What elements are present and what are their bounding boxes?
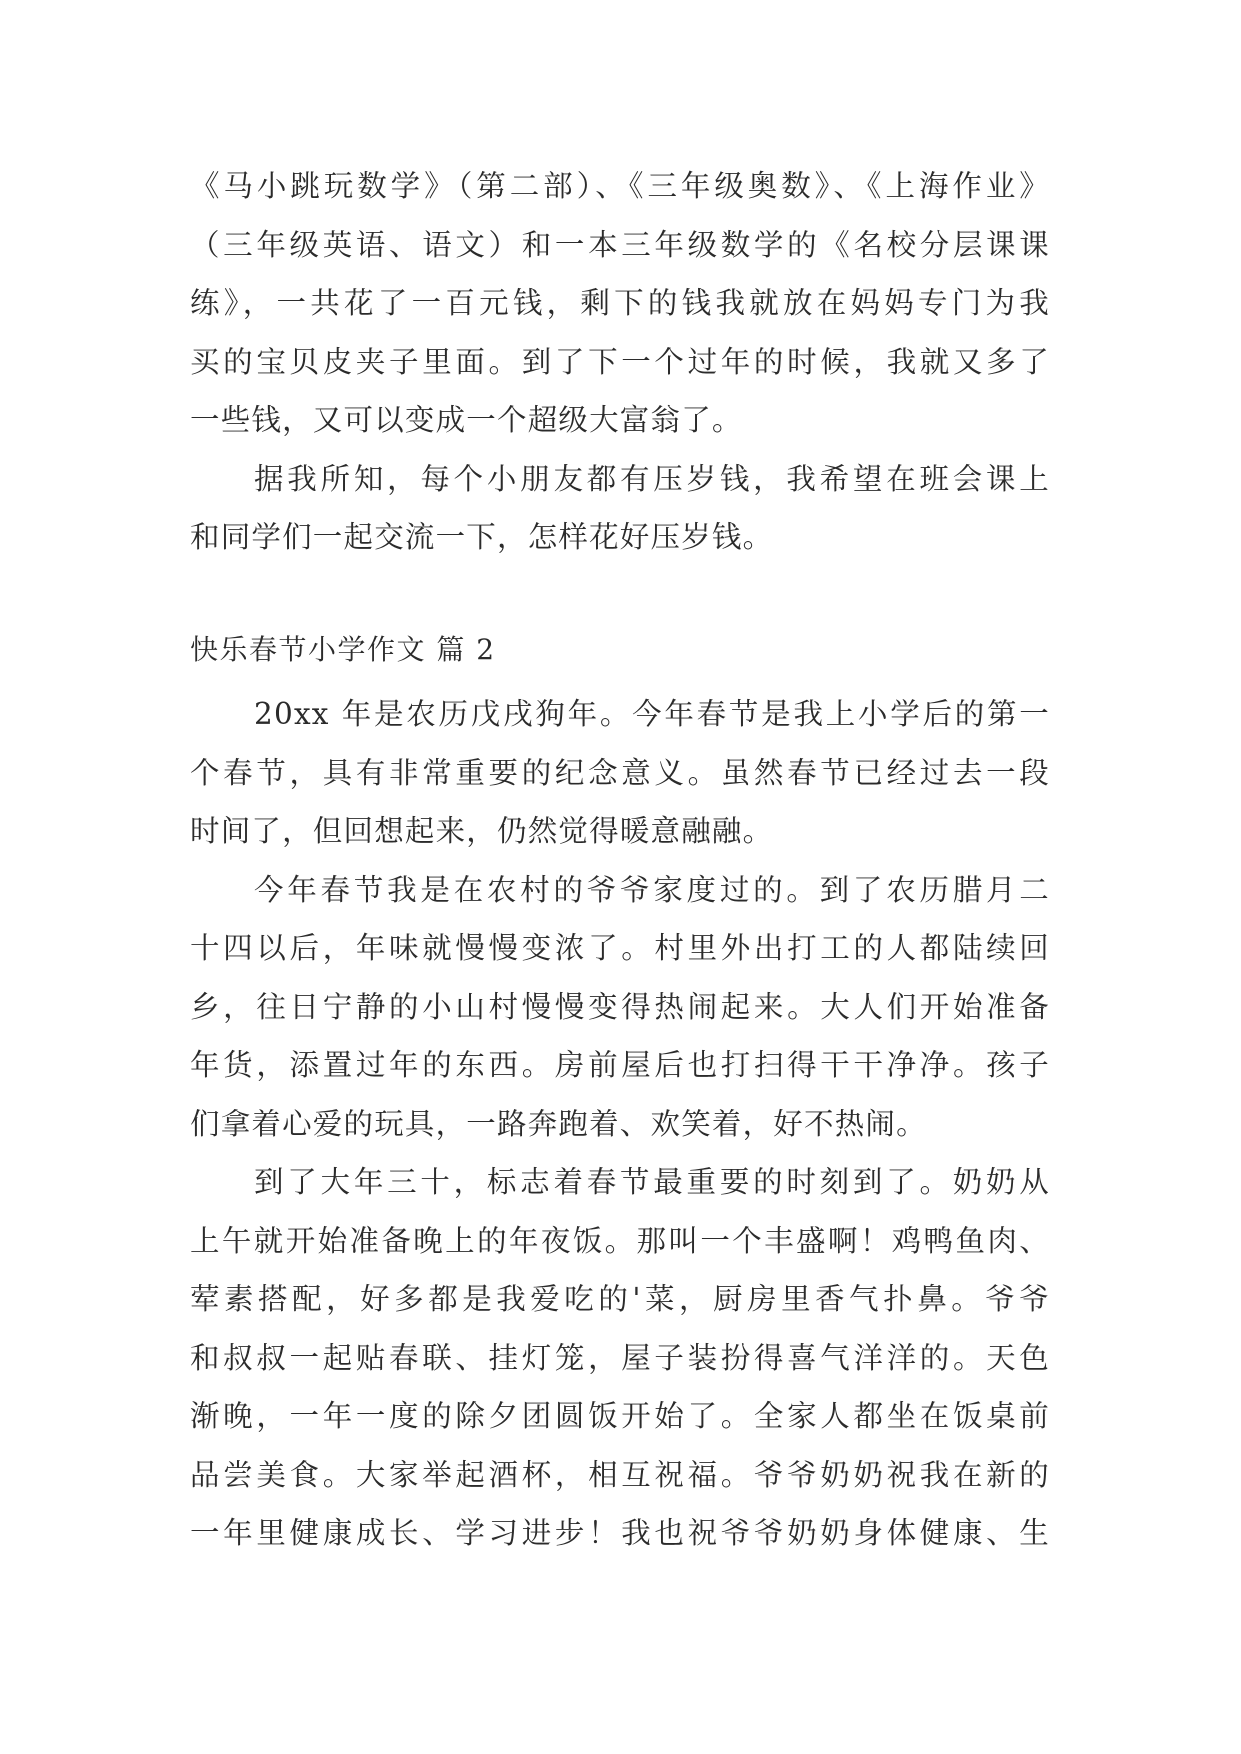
text-line: 上午就开始准备晚上的年夜饭。那叫一个丰盛啊！鸡鸭鱼肉、 — [190, 1223, 1050, 1258]
text-line: 《马小跳玩数学》（第二部）、《三年级奥数》、《上海作业》 — [190, 169, 1050, 203]
text-line: 品尝美食。大家举起酒杯，相互祝福。爷爷奶奶祝我在新的 — [190, 1457, 1050, 1492]
text-line: 一些钱，又可以变成一个超级大富翁了。 — [190, 403, 743, 437]
text-line: 时间了，但回想起来，仍然觉得暖意融融。 — [190, 814, 774, 848]
text-line: 今年春节我是在农村的爷爷家度过的。到了农历腊月二 — [254, 872, 1050, 907]
text-line: 年货，添置过年的东西。房前屋后也打扫得干干净净。孩子 — [190, 1048, 1050, 1082]
text-line: 20xx 年是农历戊戌狗年。今年春节是我上小学后的第一 — [254, 697, 1050, 731]
text-line: （三年级英语、语文）和一本三年级数学的《名校分层课课 — [190, 227, 1050, 262]
text-line: 们拿着心爱的玩具，一路奔跑着、欢笑着，好不热闹。 — [190, 1106, 927, 1141]
text-line: 练》，一共花了一百元钱，剩下的钱我就放在妈妈专门为我 — [190, 286, 1050, 320]
section-1-text — [190, 157, 1050, 567]
section-2-text — [190, 685, 1050, 1563]
text-line: 和同学们一起交流一下，怎样花好压岁钱。 — [190, 520, 774, 554]
text-line: 乡，往日宁静的小山村慢慢变得热闹起来。大人们开始准备 — [190, 989, 1050, 1024]
text-line: 个春节，具有非常重要的纪念意义。虽然春节已经过去一段 — [190, 755, 1050, 790]
text-line: 一年里健康成长、学习进步！我也祝爷爷奶奶身体健康、生 — [190, 1516, 1050, 1550]
text-line: 渐晚，一年一度的除夕团圆饭开始了。全家人都坐在饭桌前 — [190, 1399, 1050, 1433]
text-line: 据我所知，每个小朋友都有压岁钱，我希望在班会课上 — [254, 461, 1050, 496]
text-line: 十四以后，年味就慢慢变浓了。村里外出打工的人都陆续回 — [190, 931, 1050, 965]
text-line: 荤素搭配，好多都是我爱吃的'菜，厨房里香气扑鼻。爷爷 — [190, 1282, 1050, 1316]
section-heading: 快乐春节小学作文 篇 2 — [190, 633, 496, 666]
text-line: 买的宝贝皮夹子里面。到了下一个过年的时候，我就又多了 — [190, 344, 1050, 379]
text-line: 和叔叔一起贴春联、挂灯笼，屋子装扮得喜气洋洋的。天色 — [190, 1340, 1050, 1375]
text-line: 到了大年三十，标志着春节最重要的时刻到了。奶奶从 — [254, 1165, 1050, 1199]
